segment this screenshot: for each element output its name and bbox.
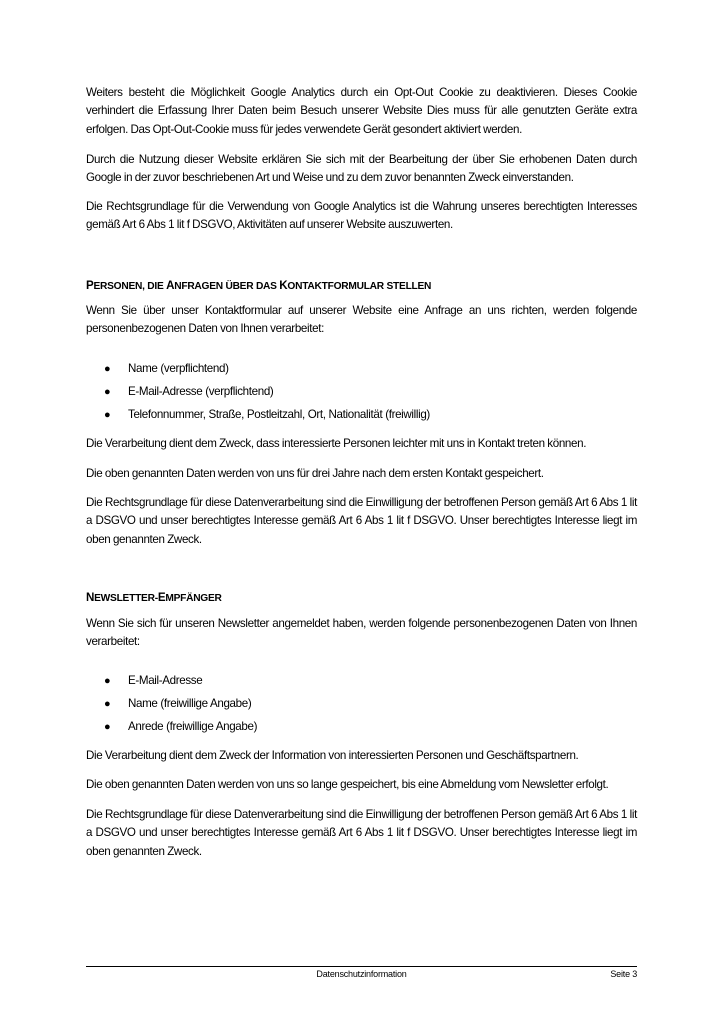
newsletter-legal-basis: Die Rechtsgrundlage für diese Datenverarbeitung sind die Einwilligung der betroffenen Person gemäß Art 6 Abs 1 lit a DSGVO und unser berechtigtes Interesse gemäß Art 6 Abs 1 lit f DSGVO. Unser berechtigtes Interesse liegt im oben genannten Zweck. <box>86 808 637 858</box>
footer-divider <box>86 966 637 967</box>
newsletter-purpose: Die Verarbeitung dient dem Zweck der Information von interessierten Personen und Geschäftspartnern. <box>86 749 579 762</box>
footer-title: Datenschutzinformation <box>316 969 407 979</box>
bullet-icon: ● <box>104 698 111 710</box>
newsletter-retention: Die oben genannten Daten werden von uns so lange gespeichert, bis eine Abmeldung vom Newsletter erfolgt. <box>86 778 609 791</box>
bullet-icon: ● <box>104 675 111 687</box>
bullet-icon: ● <box>104 363 111 375</box>
bullet-icon: ● <box>104 386 111 398</box>
paragraph-legal-basis-analytics: Die Rechtsgrundlage für die Verwendung von Google Analytics ist die Wahrung unseres berechtigten Interesses gemäß Art 6 Abs 1 lit f DSGVO, Aktivitäten auf unserer Website auszuwerten. <box>86 200 637 232</box>
contact-purpose: Die Verarbeitung dient dem Zweck, dass interessierte Personen leichter mit uns in Kontakt treten können. <box>86 437 587 450</box>
heading-text: NEWSLETTER-EMPFÄNGER <box>86 591 222 604</box>
contact-intro: Wenn Sie über unser Kontaktformular auf unserer Website eine Anfrage an uns richten, werden folgende personenbezogenen Daten von Ihnen verarbeitet: <box>86 304 637 336</box>
section-heading-newsletter <box>86 591 222 606</box>
paragraph-opt-out: Weiters besteht die Möglichkeit Google Analytics durch ein Opt-Out Cookie zu deaktivieren. Dieses Cookie verhindert die Erfassung Ihrer Daten beim Besuch unserer Website Dies muss für alle genutzten Geräte extra erfolgen. Das Opt-Out-Cookie muss für jedes verwendete Gerät gesondert aktiviert werden. <box>86 86 637 136</box>
paragraph-consent: Durch die Nutzung dieser Website erklären Sie sich mit der Bearbeitung der über Sie erhobenen Daten durch Google in der zuvor beschriebenen Art und Weise und zu dem zuvor benannten Zweck einverstanden. <box>86 153 637 185</box>
bullet-icon: ● <box>104 721 111 733</box>
contact-retention: Die oben genannten Daten werden von uns für drei Jahre nach dem ersten Kontakt gespeichert. <box>86 467 544 480</box>
footer-page-number: Seite 3 <box>610 969 637 979</box>
newsletter-intro: Wenn Sie sich für unseren Newsletter angemeldet haben, werden folgende personenbezogenen Daten von Ihnen verarbeitet: <box>86 617 637 649</box>
contact-legal-basis: Die Rechtsgrundlage für diese Datenverarbeitung sind die Einwilligung der betroffenen Person gemäß Art 6 Abs 1 lit a DSGVO und unser berechtigtes Interesse gemäß Art 6 Abs 1 lit f DSGVO. Unser berechtigtes Interesse liegt im oben genannten Zweck. <box>86 496 637 546</box>
section-heading-contact-form <box>86 279 431 294</box>
bullet-icon: ● <box>104 409 111 421</box>
heading-text: PERSONEN, DIE ANFRAGEN ÜBER DAS KONTAKTFORMULAR STELLEN <box>86 279 432 292</box>
